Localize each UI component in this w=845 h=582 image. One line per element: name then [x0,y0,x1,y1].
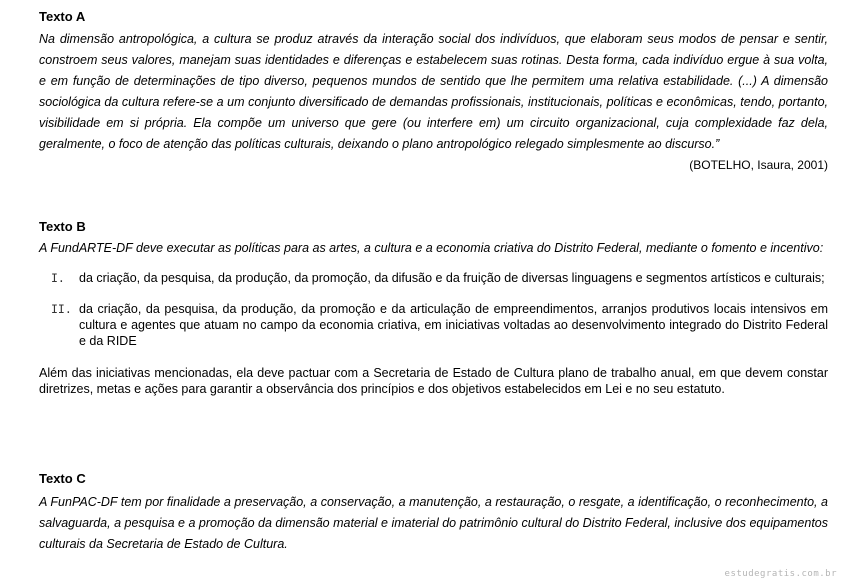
list-marker: II. [51,302,72,316]
texto-b-heading: Texto B [39,219,86,234]
list-item [39,301,828,349]
list-item-text: da criação, da pesquisa, da produção, da promoção e da articulação de empreendimentos, arranjos produtivos locais intensivos em cultura e agentes que atuam no campo da economia criativa, em iniciativas voltadas ao desenvolvimento integrado do Distrito Federal e da RIDE [79,302,828,348]
watermark: estudegratis.com.br [724,569,837,579]
section-texto-a [39,7,828,174]
section-texto-c [39,469,828,555]
list-item-text: da criação, da pesquisa, da produção, da promoção, da difusão e da fruição de diversas linguagens e segmentos artísticos e culturais; [79,271,825,285]
list-marker: I. [51,271,65,285]
texto-a-heading: Texto A [39,9,86,24]
list-item [39,270,828,286]
texto-a-citation: (BOTELHO, Isaura, 2001) [689,158,828,172]
texto-b-intro: A FundARTE-DF deve executar as políticas para as artes, a cultura e a economia criativa do Distrito Federal, mediante o fomento e incentivo: [39,241,824,255]
texto-b-list [39,270,828,349]
texto-a-body: Na dimensão antropológica, a cultura se produz através da interação social dos indivíduos, que elaboram seus modos de pensar e sentir, constroem seus valores, manejam suas identidades e diferenças e estabelecem suas rotinas. Desta forma, cada indivíduo ergue à sua volta, e em função de determinações de tipo diverso, pequenos mundos de sentido que lhe permitem uma relativa estabilidade. (...) A dimensão sociológica da cultura refere-se a um conjunto diversificado de demandas profissionais, institucionais, políticas e econômicas, tendo, portanto, visibilidade em si própria. Ela compõe um universo que gere (ou interfere em) um circuito organizacional, cuja complexidade faz dela, geralmente, o foco de atenção das políticas culturais, deixando o plano antropológico relegado simplesmente ao discurso.” [39,32,828,151]
texto-c-body: A FunPAC-DF tem por finalidade a preservação, a conservação, a manutenção, a restauração, o resgate, a identificação, o reconhecimento, a salvaguarda, a pesquisa e a promoção da dimensão material e imaterial do patrimônio cultural do Distrito Federal, inclusive dos equipamentos culturais da Secretaria de Estado de Cultura. [39,495,828,551]
texto-b-closing: Além das iniciativas mencionadas, ela deve pactuar com a Secretaria de Estado de Cultura plano de trabalho anual, em que devem constar diretrizes, metas e ações para garantir a observância dos princípios e dos objetivos estabelecidos em Lei e no seu estatuto. [39,366,828,396]
section-texto-b [39,217,828,397]
texto-c-heading: Texto C [39,471,86,486]
